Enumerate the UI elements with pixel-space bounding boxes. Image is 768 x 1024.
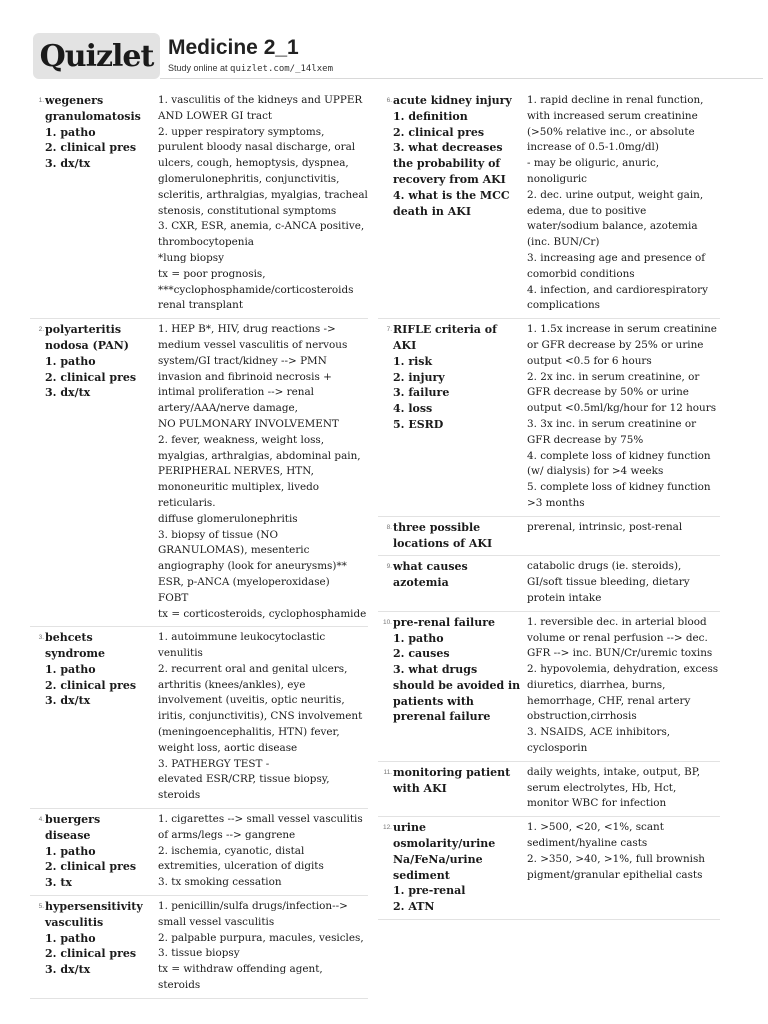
card-definition: 1. penicillin/sulfa drugs/infection--> small vessel vasculitis 2. palpable purpura, macules, vesicles, 3. tissue biopsy tx = withdraw offending agent, steroids	[158, 900, 364, 992]
card-definition: 1. >500, <20, <1%, scant sediment/hyaline casts 2. >350, >40, >1%, full brownish pigment/granular epithelial casts	[527, 821, 705, 881]
card-term: three possible locations of AKI	[393, 520, 493, 550]
flashcard-11	[378, 762, 720, 817]
card-term: RIFLE criteria of AKI 1. risk 2. injury 3. failure 4. loss 5. ESRD	[393, 323, 497, 431]
flashcard-4	[30, 809, 368, 896]
card-definition: 1. vasculitis of the kidneys and UPPER AND LOWER GI tract 2. upper respiratory symptoms, purulent bloody nasal discharge, oral ulcers, cough, hemoptysis, dyspnea, glomerulonephritis, conjunctivitis, scleritis, arthralgias, myalgias, tracheal stenosis, constitutional symptoms 3. CXR, ESR, anemia, c-ANCA positive, thrombocytopenia *lung biopsy tx = poor prognosis, ***cyclophosphamide/corticosteroids renal transplant	[158, 94, 368, 312]
card-term: wegeners granulomatosis 1. patho 2. clinical pres 3. dx/tx	[45, 94, 141, 171]
card-definition: 1. rapid decline in renal function, with increased serum creatinine (>50% relative inc., or absolute increase of 0.5-1.0mg/dl) - may be oliguric, anuric, nonoliguric 2. dec. urine output, weight gain, edema, due to positive water/sodium balance, azotemia (inc. BUN/Cr) 3. increasing age and presence of comorbid conditions 4. infection, and cardiorespiratory complications	[527, 94, 709, 312]
page-title: Medicine 2_1	[168, 36, 299, 59]
card-term: monitoring patient with AKI	[393, 765, 511, 795]
card-definition: 1. autoimmune leukocytoclastic venulitis 2. recurrent oral and genital ulcers, arthritis (knees/ankles), eye involvement (uveitis, optic neuritis, iritis, conjunctivitis), CNS involvement (meningoencephalitis, HTN) fever, weight loss, aortic disease 3. PATHERGY TEST - elevated ESR/CRP, tissue biopsy, steroids	[158, 631, 363, 802]
page-subtitle	[168, 63, 333, 74]
flashcard-10	[378, 612, 720, 762]
card-number: 4.	[38, 816, 44, 824]
card-number: 8.	[386, 523, 392, 531]
card-number: 12.	[382, 824, 392, 832]
flashcard-3	[30, 627, 368, 809]
card-definition: daily weights, intake, output, BP, serum electrolytes, Hb, Hct, monitor WBC for infection	[527, 765, 700, 810]
card-term: polyarteritis nodosa (PAN) 1. patho 2. clinical pres 3. dx/tx	[45, 323, 137, 400]
flashcard-5	[30, 896, 368, 999]
flashcard-2	[30, 319, 368, 627]
flashcard-12	[378, 817, 720, 920]
flashcard-7	[378, 319, 720, 517]
card-term: pre-renal failure 1. patho 2. causes 3. what drugs should be avoided in patients with prerenal failure	[393, 615, 521, 724]
card-term: hypersensitivity vasculitis 1. patho 2. clinical pres 3. dx/tx	[45, 900, 143, 977]
card-number: 1.	[38, 97, 44, 104]
card-number: 9.	[386, 563, 392, 571]
right-column	[378, 90, 720, 920]
flashcard-8	[378, 517, 720, 557]
card-definition: prerenal, intrinsic, post-renal	[527, 520, 683, 533]
card-term: what causes azotemia	[393, 560, 468, 590]
flashcard-9	[378, 556, 720, 611]
card-number: 5.	[38, 903, 44, 911]
card-definition: 1. 1.5x increase in serum creatinine or GFR decrease by 25% or urine output <0.5 for 6 hours 2. 2x inc. in serum creatinine, or GFR decrease by 50% or urine output <0.5ml/kg/hour for 12 hours 3. 3x inc. in serum creatinine or GFR decrease by 75% 4. complete loss of kidney function (w/ dialysis) for >4 weeks 5. complete loss of kidney function >3 months	[527, 323, 717, 509]
card-term: acute kidney injury 1. definition 2. clinical pres 3. what decreases the probability of recovery from AKI 4. what is the MCC death in AKI	[393, 94, 512, 218]
subtitle-url[interactable]: quizlet.com/_14lxem	[230, 64, 333, 74]
left-column	[30, 90, 368, 999]
subtitle-prefix: Study online at	[168, 63, 231, 73]
quizlet-logo: Quizlet	[33, 33, 160, 79]
flashcard-1	[30, 90, 368, 319]
card-number: 10.	[382, 618, 392, 626]
card-term: buergers disease 1. patho 2. clinical pres 3. tx	[45, 813, 137, 890]
card-definition: 1. HEP B*, HIV, drug reactions -> medium vessel vasculitis of nervous system/GI tract/kidney --> PMN invasion and fibrinoid necrosis + intimal proliferation --> renal artery/AAA/nerve damage, NO PULMONARY INVOLVEMENT 2. fever, weakness, weight loss, myalgias, arthralgias, abdominal pain, PERIPHERAL NERVES, HTN, mononeuritic multiplex, livedo reticularis. diffuse glomerulonephritis 3. biopsy of tissue (NO GRANULOMAS), mesenteric angiography (look for aneurysms)** ESR, p-ANCA (myeloperoxidase) FOBT tx = corticosteroids, cyclophosphamide	[158, 323, 367, 620]
card-term: behcets syndrome 1. patho 2. clinical pres 3. dx/tx	[45, 631, 137, 708]
card-number: 11.	[383, 768, 392, 776]
card-definition: catabolic drugs (ie. steroids), GI/soft tissue bleeding, dietary protein intake	[527, 560, 690, 604]
card-number: 2.	[38, 326, 44, 334]
card-term: urine osmolarity/urine Na/FeNa/urine sediment 1. pre-renal 2. ATN	[393, 821, 496, 914]
card-number: 3.	[38, 634, 44, 642]
card-definition: 1. reversible dec. in arterial blood volume or renal perfusion --> dec. GFR --> inc. BUN/Cr/uremic toxins 2. hypovolemia, dehydration, excess diuretics, diarrhea, burns, hemorrhage, CHF, renal artery obstruction,cirrhosis 3. NSAIDS, ACE inhibitors, cyclosporin	[527, 615, 719, 755]
card-number: 7.	[386, 326, 392, 334]
card-number: 6.	[386, 97, 392, 104]
card-definition: 1. cigarettes --> small vessel vasculitis of arms/legs --> gangrene 2. ischemia, cyanotic, distal extremities, ulceration of digits 3. tx smoking cessation	[158, 813, 363, 889]
flashcard-6	[378, 90, 720, 319]
header-divider	[160, 78, 763, 79]
